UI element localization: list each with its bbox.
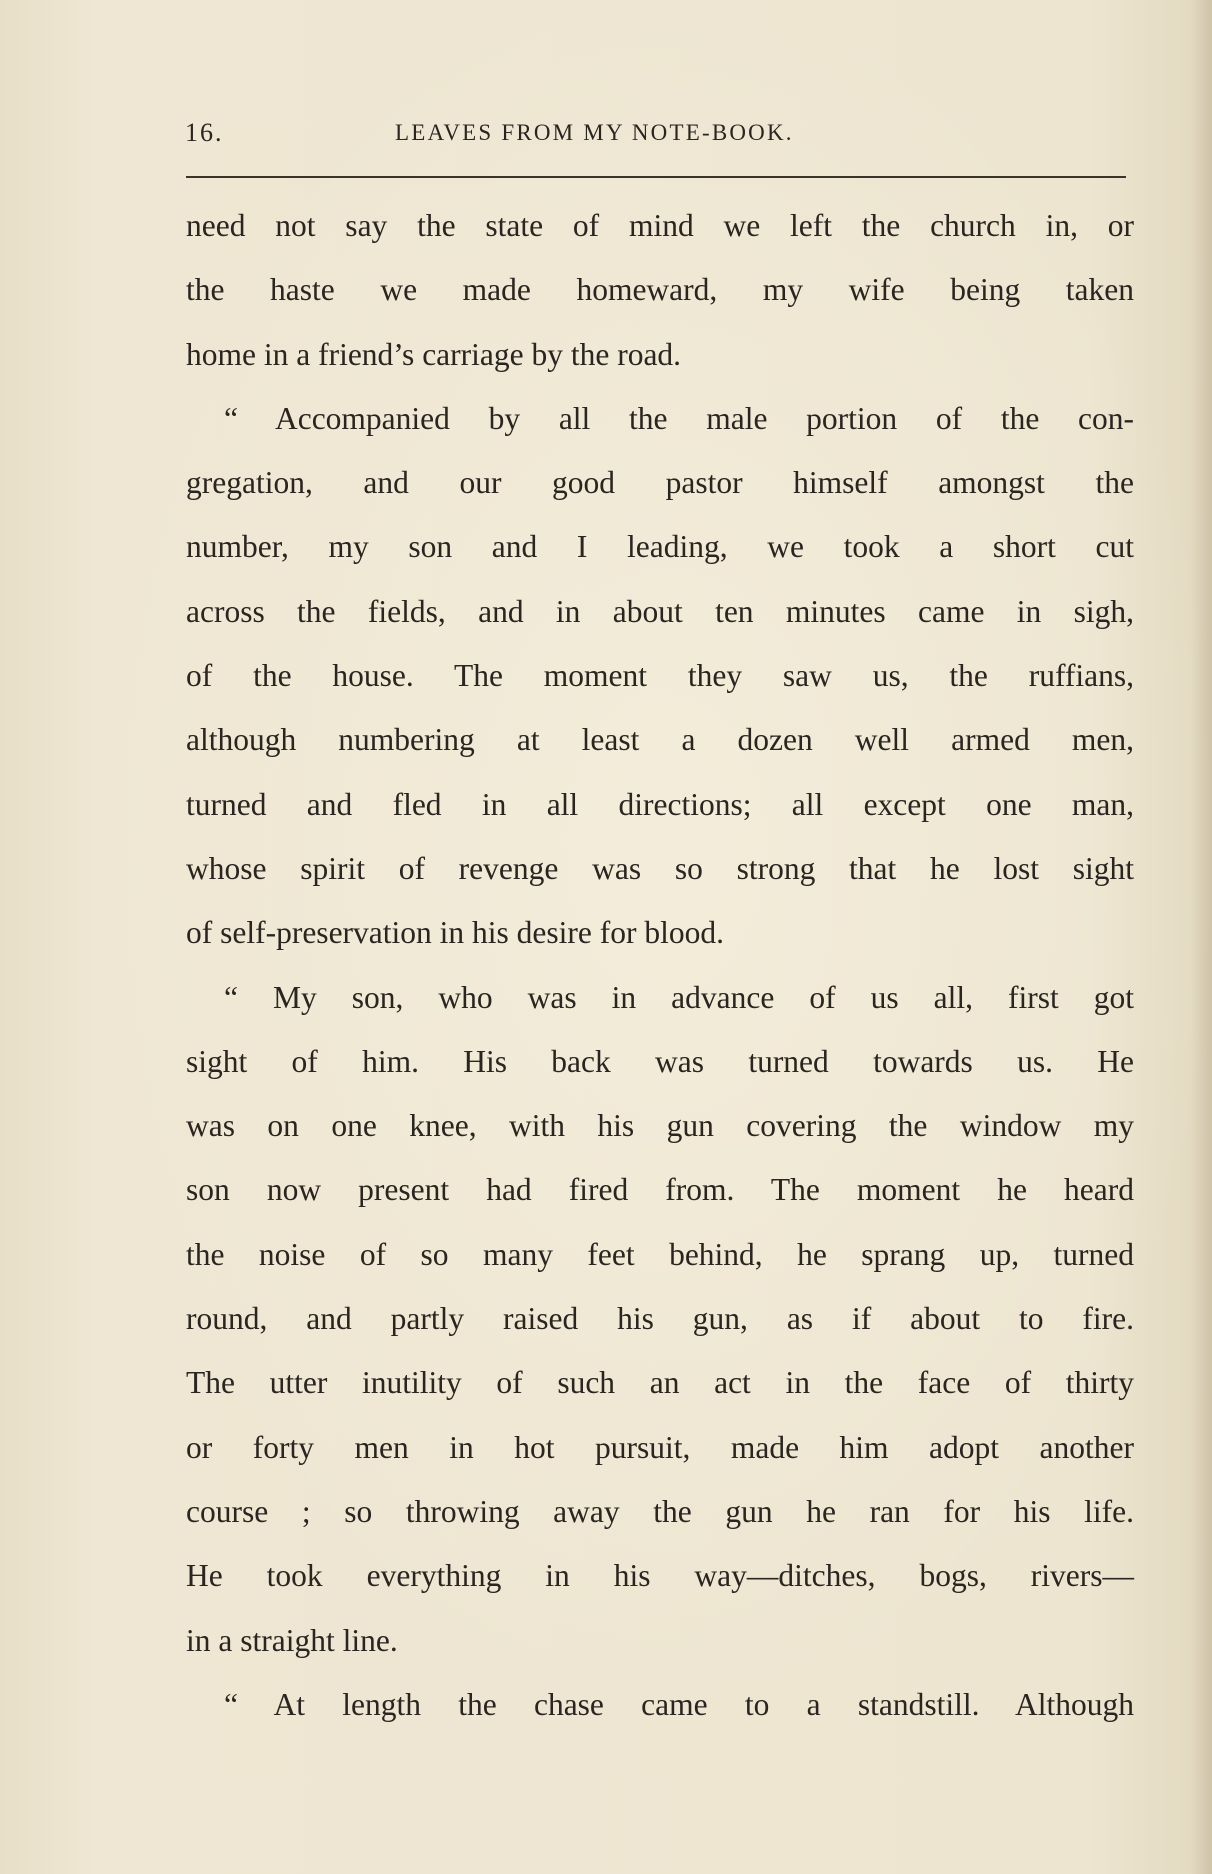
- text-line: in a straight line.: [186, 1622, 398, 1658]
- text-line: “ My son, who was in advance of us all, first got: [224, 979, 1134, 1015]
- text-line: The utter inutility of such an act in the face of thirty: [186, 1365, 1134, 1401]
- text-line: was on one knee, with his gun covering the window my: [186, 1108, 1134, 1144]
- text-line: turned and fled in all directions; all except one man,: [186, 786, 1134, 822]
- text-line: of self-preservation in his desire for blood.: [186, 915, 724, 951]
- page-number: 16.: [185, 118, 224, 147]
- text-line: across the fields, and in about ten minutes came in sigh,: [186, 593, 1134, 629]
- text-line: gregation, and our good pastor himself amongst the: [186, 465, 1134, 501]
- text-line: round, and partly raised his gun, as if about to fire.: [186, 1301, 1134, 1337]
- text-line: number, my son and I leading, we took a short cut: [186, 529, 1134, 565]
- text-line: need not say the state of mind we left the church in, or: [186, 208, 1134, 243]
- text-line: whose spirit of revenge was so strong that he lost sight: [186, 850, 1134, 886]
- body-text: [186, 194, 1134, 1737]
- text-line: son now present had fired from. The moment he heard: [186, 1172, 1134, 1208]
- text-line: of the house. The moment they saw us, the ruffians,: [186, 658, 1134, 694]
- text-line: sight of him. His back was turned towards us. He: [186, 1043, 1134, 1079]
- header-rule: [186, 176, 1126, 178]
- text-line: the haste we made homeward, my wife being taken: [186, 272, 1134, 308]
- text-line: “ At length the chase came to a standstill. Although: [224, 1686, 1134, 1722]
- running-head: LEAVES FROM MY NOTE-BOOK.: [395, 120, 794, 145]
- text-line: home in a friend’s carriage by the road.: [186, 336, 682, 372]
- page-edge-shadow: [1190, 0, 1212, 1874]
- text-line: course ; so throwing away the gun he ran for his life.: [186, 1493, 1134, 1529]
- text-line: He took everything in his way—ditches, bogs, rivers—: [186, 1558, 1134, 1594]
- text-line: although numbering at least a dozen well armed men,: [186, 722, 1134, 758]
- page-header: [185, 118, 1130, 158]
- text-line: “ Accompanied by all the male portion of the con-: [224, 400, 1134, 436]
- text-line: or forty men in hot pursuit, made him adopt another: [186, 1429, 1134, 1465]
- text-line: the noise of so many feet behind, he sprang up, turned: [186, 1236, 1134, 1272]
